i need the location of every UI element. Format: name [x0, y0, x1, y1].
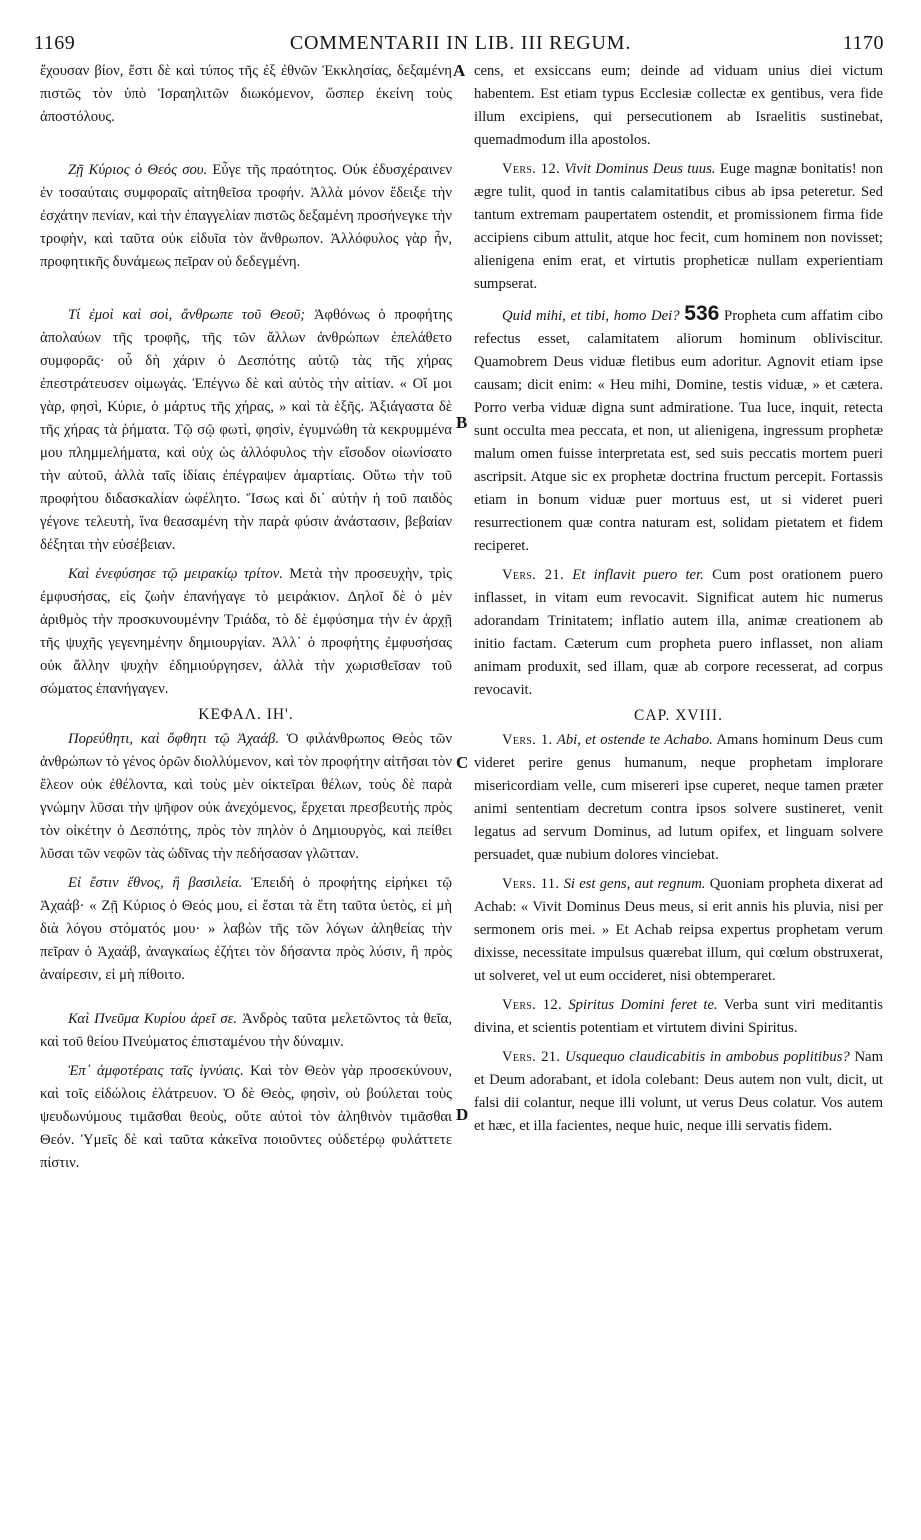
lemma: Quid mihi, et tibi, homo Dei?: [502, 308, 680, 324]
paragraph-text: Amans hominum Deus cum videret perire genus humanum, neque prophetam implorare misericordiam velle, cum misereri ipse cuperet, neque tamen præter animi sententiam decretum contra ipsos solvere sustineret, venit legatus ad servum Dominus, ad lutum opifex, et linguam solvere persuadet, quæ nubium dolores vinciebat.: [474, 732, 883, 863]
lemma: Εἰ ἔστιν ἔθνος, ἢ βασιλεία.: [68, 875, 243, 891]
chapter-heading-latin: CAP. XVIII.: [634, 707, 723, 724]
lemma: Καὶ ἐνεφύσησε τῷ μειρακίῳ τρίτον.: [68, 566, 283, 582]
paragraph-text: Ὁ φιλάνθρωπος Θεὸς τῶν ἀνθρώπων τὸ γένος ὁρῶν διολλύμενον, καὶ τὸν προφήτην αἰτῆσαι τὸν ἔλεον οὐκ ἐθέλοντα, καὶ τοὺς μὲν οἰκτεῖραι θέλων, τοὺς δὲ παρὰ γνώμην λῦσαι τὴν ψῆφον οὐκ ἀνεχόμενος, ἔρχεται πρεσβευτὴς πρὸς τὸν οἰκέτην ὁ Δεσπότης, πρὸς τὸν πηλὸν ὁ Δημιουργὸς, καὶ πείθει λῦσαι τῶν νεφῶν τὰς ὠδῖνας τὴν πεδήσασαν γλῶτταν.: [40, 731, 452, 862]
lemma: Τί ἐμοὶ καὶ σοὶ, ἄνθρωπε τοῦ Θεοῦ;: [68, 307, 306, 323]
latin-paragraph: [474, 564, 883, 702]
latin-paragraph: [474, 1046, 883, 1138]
lemma: Καὶ Πνεῦμα Κυρίου ἀρεῖ σε.: [68, 1011, 238, 1027]
greek-paragraph: [40, 728, 452, 866]
column-number-marker: 536: [684, 302, 720, 325]
verse-label: Vers. 21.: [502, 1049, 561, 1065]
greek-paragraph: [40, 1060, 452, 1175]
paragraph-text: Καὶ τὸν Θεὸν γὰρ προσεκύνουν, καὶ τοῖς εἰδώλοις ἐλάτρευον. Ὁ δὲ Θεὸς, φησὶν, οὐ βούλεται τοὺς ψευδωνύμους τιμᾶσθαι θεοὺς, οὔτε αὐτοὶ τὸν ἀληθινὸν τιμᾶσθαι Θεόν. Ὑμεῖς δὲ καὶ ταῦτα κἀκεῖνα ποιοῦντες οὐδετέρῳ φυλάττετε πίστιν.: [40, 1063, 452, 1171]
greek-paragraph: [40, 304, 452, 557]
verse-label: Vers. 11.: [502, 876, 560, 892]
verse-label: Vers. 12.: [502, 161, 561, 177]
greek-paragraph: [40, 159, 452, 274]
latin-paragraph: [474, 158, 883, 296]
latin-paragraph: [474, 873, 883, 988]
paragraph-text: ἔχουσαν βίον, ἔστι δὲ καὶ τύπος τῆς ἐξ ἐθνῶν Ἐκκλησίας, δεξαμένη πιστῶς τὸν ὑπὸ Ἰσραηλιτῶν διωκόμενον, ὥσπερ ἐκείνη τοὺς ἀποστόλους.: [40, 63, 452, 125]
lemma: Si est gens, aut regnum.: [563, 876, 706, 892]
verse-label: Vers. 12.: [502, 997, 562, 1013]
lemma: Ζῇ Κύριος ὁ Θεός σου.: [68, 162, 208, 178]
margin-letter-c: C: [456, 753, 469, 772]
paragraph-text: Propheta cum affatim cibo refectus esset, calamitatem aliorum hominum obliviscitur. Quamobrem Deus viduæ fletibus eum adoritur. Agnovit etiam ipse causam; dicit enim: « Heu mihi, Domine, testis viduæ, » et cætera. Porro verba viduæ digna sunt admiratione. Tua luce, inquit, retecta sunt occulta mea peccata, et non, ut alienigena, ingressum prophetæ malum omen fuisse interpretata est, sed suis peccatis mortem pueri ascripsit. Atque sic ex prophetæ doctrina fructum percepit. Fortassis etiam in bonum viduæ puer mortuus est, ut si videret pueri resurrectionem quæ contra naturam est, solidam pietatem et fidem reciperet.: [474, 308, 883, 554]
chapter-heading-greek: ΚΕΦΑΛ. ΙΗ'.: [198, 706, 294, 723]
verse-label: Vers. 21.: [502, 567, 564, 583]
lemma: Et inflavit puero ter.: [572, 567, 704, 583]
greek-column: [40, 60, 452, 1520]
paragraph-text: cens, et exsiccans eum; deinde ad viduam unius diei victum habentem. Est etiam typus Ecclesiæ collectæ ex gentibus, vera fide illum excipiens, qui persecutionem ab Israelitis sustinebat, quemadmodum illa apostolos.: [474, 63, 883, 148]
lemma: Πορεύθητι, καὶ ὄφθητι τῷ Ἀχαάβ.: [68, 731, 280, 747]
paragraph-text: Euge magnæ bonitatis! non ægre tulit, quod in tantis calamitatibus cibus ab ipsa peteretur. Sed tantum extremam paupertatem ostendit, et promissionem firma fide accipiens cibum attulit, atque hoc fecit, cum hominem non novisset; alienigena enim erat, et virtutis propheticæ nullam experientiam sumpserat.: [474, 161, 883, 292]
latin-column: [474, 60, 883, 1520]
page-header: [0, 0, 921, 60]
latin-paragraph: [474, 994, 883, 1040]
greek-paragraph: [40, 1008, 452, 1054]
paragraph-text: Εὖγε τῆς πραότητος. Οὐκ ἐδυσχέραινεν ἐν τοσαύταις συμφοραῖς αἰτηθεῖσα τροφήν. Ἀλλὰ μόνον ἔδειξε τὴν ἐσχάτην πενίαν, καὶ τὴν ἐπαγγελίαν πιστῶς δεξαμένη προσήνεγκε τὴν τροφὴν, καὶ ταῦτα οὐκ εἰδυῖα τὸν ἄνθρωπον. Ἀλλόφυλος γὰρ ἦν, προφητικῆς δυνάμεως πεῖραν οὐ δεδεγμένη.: [40, 162, 452, 270]
latin-paragraph: [474, 60, 883, 152]
margin-letter-a: A: [453, 61, 466, 80]
lemma: Spiritus Domini feret te.: [568, 997, 718, 1013]
paragraph-text: Ἀφθόνως ὁ προφήτης ἀπολαύων τῆς τροφῆς, τῆς τῶν ἄλλων ἀνθρώπων ἐπελάθετο συμφορᾶς· οὗ δὴ χάριν ὁ Δεσπότης αὐτῷ τὰς τῆς χήρας ἐπεστράτευσεν οἰμωγάς. Ἐπέγνω δὲ καὶ αὐτὸς τὴν αἰτίαν. « Οἴ μοι γὰρ, φησὶ, Κύριε, ὁ μάρτυς τῆς χήρας, » καὶ τὰ ἑξῆς. Ἀξιάγαστα δὲ τῆς χήρας τὰ ῥήματα. Τῷ σῷ φωτὶ, φησὶν, ἐγυμνώθη τὰ κεκρυμμένα μου πλημμελήματα, καὶ οὐχ ὡς ἀλλόφυλος τὴν εἴσοδον οἰωνίσατο τὴν αὐτοῦ, ἀλλὰ ταῖς ἰδίαις ἐπέγραψεν ἁμαρτίαις. Οὕτω τὴν τοῦ προφήτου διδασκαλίαν ὠφέλητο. Ἴσως καὶ δι᾽ αὐτὴν ἡ τοῦ παιδὸς γέγονε τελευτὴ, ἵνα θεασαμένη τὴν παρὰ φύσιν ἀνάστασιν, βεβαίαν δέξηται τὴν εὐσέβειαν.: [40, 307, 452, 553]
greek-paragraph: [40, 60, 452, 129]
paragraph-text: Verba sunt viri meditantis divina, et scientis potentiam et virtutem divini Spiritus.: [474, 997, 883, 1036]
latin-paragraph: [474, 302, 883, 558]
running-title: COMMENTARII IN LIB. III REGUM.: [289, 32, 632, 54]
page-number-right: 1170: [842, 32, 884, 54]
margin-letter-d: D: [456, 1105, 469, 1124]
latin-paragraph: [474, 729, 883, 867]
paragraph-text: Nam et Deum adorabant, et idola colebant: Deus autem non vult, dicit, ut falsi dii colantur, neque illi volunt, ut verus Deus colatur. Vos autem et hæc, et illa facientes, neque huic, neque illi servatis fidem.: [474, 1049, 883, 1134]
lemma: Ἐπ᾽ ἀμφοτέραις ταῖς ἰγνύαις.: [68, 1063, 244, 1079]
paragraph-text: Cum post orationem puero inflasset, in vitam eum revocavit. Significat autem hic numerus adorandam Trinitatem; inflatio autem illa, animæ creationem ab initio factam. Cæterum cum propheta puero inflasset, non aliam animam produxit, sed illam, quæ ab corpore recesserat, ad corpus revocavit.: [474, 567, 883, 698]
paragraph-text: Ἀνδρὸς ταῦτα μελετῶντος τὰ θεῖα, καὶ τοῦ θείου Πνεύματος ἐπισταμένου τὴν δύναμιν.: [40, 1011, 452, 1050]
greek-paragraph: [40, 563, 452, 701]
paragraph-text: Μετὰ τὴν προσευχὴν, τρὶς ἐμφυσήσας, εἰς ζωὴν ἐπανήγαγε τὸ μειράκιον. Δηλοῖ δὲ ὁ μὲν ἀριθμὸς τὴν προσκυνουμένην Τριάδα, τὸ δὲ ἐμφύσημα τὴν ἐν ἀρχῇ τῆς ψυχῆς γεγενημένην δημιουργίαν. Ἀλλ᾽ ὁ προφήτης ἐμφυσήσας οὐκ ἄλλην ψυχὴν ἐδημιούργησεν, ἀλλὰ τὴν χωρισθεῖσαν τοῦ σώματος ἐπανήγαγεν.: [40, 566, 452, 697]
lemma: Vivit Dominus Deus tuus.: [564, 161, 716, 177]
paragraph-text: Ἐπειδὴ ὁ προφήτης εἰρήκει τῷ Ἀχαάβ· « Ζῇ Κύριος ὁ Θεός μου, εἰ ἔσται τὰ ἔτη ταῦτα ὑετὸς, εἰ μὴ διὰ λόγου στόματός μου· » λαβὼν τῆς τῶν λόγων ἀληθείας τὴν πεῖραν ὁ Ἀχαάβ, ἀναγκαίως ἐζήτει τὸν δήσαντα πρὸς λύσιν, ἢ πρὸς ἀναίρεσιν, εἰ μὴ πίθοιτο.: [40, 875, 452, 983]
margin-letter-b: B: [456, 413, 468, 432]
lemma: Abi, et ostende te Achabo.: [556, 732, 713, 748]
verse-label: Vers. 1.: [502, 732, 553, 748]
greek-paragraph: [40, 872, 452, 987]
page-number-left: 1169: [34, 32, 76, 54]
paragraph-text: Quoniam propheta dixerat ad Achab: « Vivit Dominus Deus meus, si erit annis his pluvia, nisi per sermonem oris mei. » Et Achab reipsa expertus prophetam verum dixisse, necessitate impulsus quærebat illum, qui cœlum obstruxerat, ut solveret, vel ut eum occideret, nisi obtemperaret.: [474, 876, 883, 984]
lemma: Usquequo claudicabitis in ambobus poplitibus?: [565, 1049, 850, 1065]
